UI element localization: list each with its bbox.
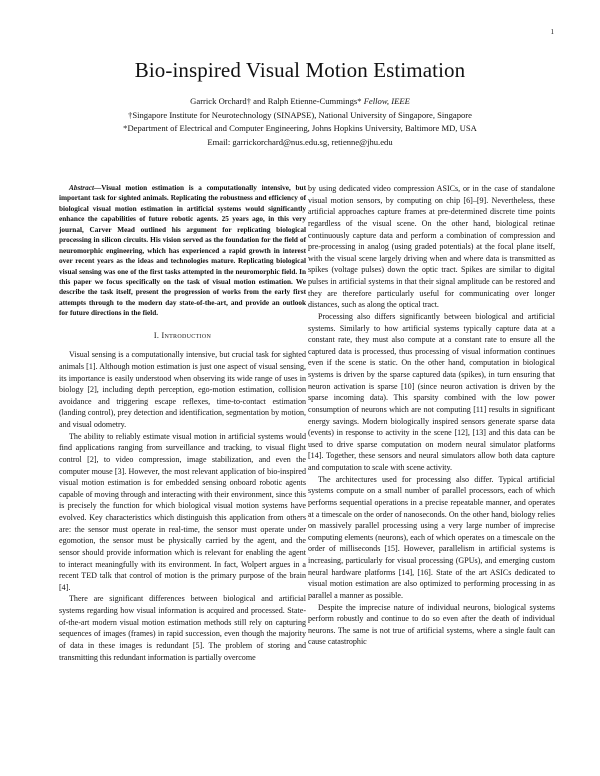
affiliation-1: †Singapore Institute for Neurotechnology (SINAPSE), National University of Singapore, Singapore	[128, 109, 472, 120]
body-paragraph: Processing also differs significantly between biological and artificial systems. Similarly to how artificial systems typically capture data at a constant rate, they must also compute at a constant rate to ensure all the captured data is processed, thus processing of visual information continues even if the scene is static. On the other hand, computation in biological systems is driven by the sparse captured data (spikes), in turn ensuring that neuron activation is sparse [10] (since neuron activation is driven by the sparse incoming data). This sparsity combined with the low power consumption of neurons which are not computing [11] results in significant energy savings. Modern biologically inspired sensors generate sparse data (events) in response to activity in the scene [12], [13] and this data can be used to drive sparse computation on modern neural simulator platforms [14]. Together, these sensors and neural simulators allow both data capture and computation to scale with scene activity.	[308, 311, 555, 472]
body-paragraph: Despite the imprecise nature of individual neurons, biological systems perform robustly and continue to do so even after the death of individual neurons. The same is not true of artificial systems, where a single fault can cause catastrophic	[308, 602, 555, 647]
section-heading-introduction	[59, 330, 306, 342]
left-column	[59, 183, 306, 663]
affiliation-2: *Department of Electrical and Computer Engineering, Johns Hopkins University, Baltimore MD, USA	[123, 123, 477, 134]
body-paragraph: The ability to reliably estimate visual motion in artificial systems would find applications ranging from surveillance and tracking, to visual flight control [2], to video compression, image stabilization, and even the computer mouse [3]. However, the most relevant application of bio-inspired visual motion estimation is for embedded sensing onboard robotic agents capable of moving through and interacting with their environment, since this is precisely the function for which biological visual motion systems have evolved. Key characteristics which distinguish this application from others are: the sensor must operate in real-time, the sensor must operate under egomotion, the sensor must be physically carried by the agent, and the sensor should provide information which is relevant for enabling the agent to interact meaningfully with its environment. In fact, Wolpert argues in a recent TED talk that control of motion is the primary purpose of the brain [4].	[59, 431, 306, 592]
section-number: I.	[153, 330, 162, 340]
body-paragraph: There are significant differences between biological and artificial systems regarding how visual information is acquired and processed. State-of-the-art modern visual motion estimation methods still rely on capturing sequences of images (frames) in rapid succession, even though the majority of data in these images is redundant [5]. The problem of storing and transmitting this redundant information is partially overcome	[59, 594, 306, 662]
author-email: Email: garrickorchard@nus.edu.sg, retienne@jhu.edu	[207, 136, 393, 147]
author-block	[0, 95, 600, 149]
author-names: Garrick Orchard† and Ralph Etienne-Cummings*	[190, 96, 362, 106]
abstract	[59, 183, 306, 319]
body-paragraph: Visual sensing is a computationally intensive, but crucial task for sighted animals [1]. Although motion estimation is just one aspect of visual sensing, its importance is easily understood when observing its wide range of uses in biology [2], including depth perception, ego-motion estimation, collision avoidance and triggering escape reflexes, time-to-contact estimation (landing control), prey detection and identification, segmentation by motion, and visual odometry.	[59, 350, 306, 430]
paper-title: Bio-inspired Visual Motion Estimation	[134, 58, 466, 82]
page-number: 1	[550, 28, 554, 36]
body-paragraph: The architectures used for processing also differ. Typical artificial systems compute on a small number of parallel processors, each of which performs sequential operations in a precise repeatable manner, and operates at a timescale on the order of nanoseconds. On the other hand, biology relies on massively parallel processing using a very large number of imprecise computing elements (neurons), each of which operates on a timescale on the order of milliseconds [15]. However, parallelism in artificial systems is increasing, particularly for visual processing (GPUs), and emerging custom neural hardware platforms [14], [16]. State of the art ASICs dedicated to visual motion estimation are also optimized to performing processing in as parallel a manner as possible.	[308, 474, 555, 600]
body-paragraph-continued: by using dedicated video compression ASICs, or in the case of standalone visual motion sensors, by computing on chip [6]–[9]. Nevertheless, these artificial approaches capture frames at pre-determined discrete time points regardless of the visual scene. On the other hand, biological retinae continuously capture data and perform a combination of compression and pre-processing in analog (using graded potentials) at the focal plane itself, with the visual scene largely driving when and where data is transmitted as spikes (voltage pulses) down the optic tract. Spikes are similar to digital pulses in artificial systems in that their signal amplitude can be restored and they are therefore particularly useful for communicating over longer distances, such as along the optical tract.	[308, 184, 555, 310]
author-names-line	[0, 95, 600, 109]
section-title: Introduction	[161, 330, 212, 340]
abstract-label: Abstract—	[69, 184, 102, 192]
fellow-title: Fellow, IEEE	[363, 96, 410, 106]
right-column	[308, 183, 555, 648]
abstract-text: Visual motion estimation is a computationally intensive, but important task for sighted animals. Replicating the robustness and efficiency of biological visual motion estimation in artificial systems would significantly enhance the capabilities of future robotic agents. 25 years ago, in this very journal, Carver Mead outlined his argument for replicating biological processing in silicon circuits. His vision served as the foundation for the field of neuromorphic engineering, which has experienced a rapid growth in interest over recent years as the ideas and technologies mature. Replicating biological visual sensing was one of the first tasks attempted in the neuromorphic field. In this paper we focus specifically on the task of visual motion estimation. We describe the task itself, present the progression of works from the early first attempts through to the modern day state-of-the-art, and provide an outlook for future directions in the field.	[59, 184, 306, 318]
